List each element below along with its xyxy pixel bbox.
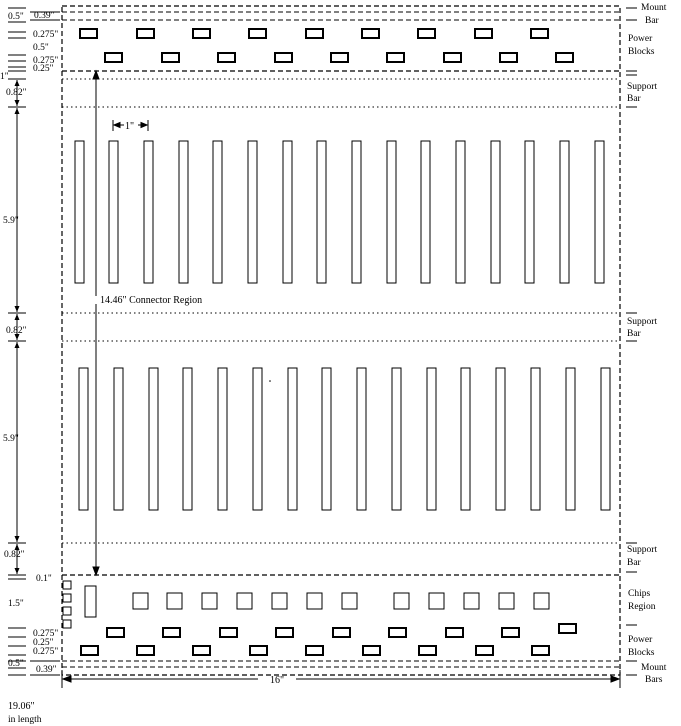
connector [357,368,366,510]
chip [499,593,514,609]
chip [534,593,549,609]
chip [307,593,322,609]
connector-region-dimension [93,71,99,575]
connector [179,141,188,283]
support3-label-2: Bar [627,558,641,568]
board-outline [62,6,620,675]
connector [114,368,123,510]
connector [387,141,396,283]
connector [566,368,575,510]
support1-label-1: Support [627,82,658,92]
power-block [502,628,519,637]
power-block [500,53,517,62]
support2-label-1: Support [627,317,658,327]
width-dimension [62,670,620,688]
power-block [387,53,404,62]
connector [218,368,227,510]
top-pb-gap1-dim: 0.275" [33,30,59,40]
power-block [333,628,350,637]
support-3-dim: 0.82" [4,550,25,560]
power-block [476,646,493,655]
bot-power-label-2: Blocks [628,648,655,658]
power-block [556,53,573,62]
power-block [306,646,323,655]
connector [144,141,153,283]
connector-row-2-dim: 5.9" [3,434,19,444]
connector-row-2 [79,368,610,510]
chips-label-2: Region [628,602,656,612]
top-power-blocks [80,29,573,62]
pitch-label: 1" [125,121,135,132]
width-label: 16" [270,675,285,686]
top-power-label-2: Blocks [628,47,655,57]
connector [352,141,361,283]
connector [427,368,436,510]
chips-region [63,581,549,628]
top-mount-dim: 0.5" [8,12,24,22]
power-block [137,646,154,655]
chip [429,593,444,609]
power-block [107,628,124,637]
power-block [362,29,379,38]
support2-label-2: Bar [627,329,641,339]
left-dimension-ticks [8,8,60,675]
power-block [306,29,323,38]
connector [595,141,604,283]
connector [213,141,222,283]
small-chip [63,581,71,589]
small-chip [63,607,71,615]
connector [496,368,505,510]
connector [248,141,257,283]
top-power-label-1: Power [628,34,653,44]
right-label-ticks [626,8,637,675]
power-block [249,29,266,38]
chip [237,593,252,609]
connector-row-1 [75,141,604,283]
connector [461,368,470,510]
bot-pb-gap1-dim: 0.275" [33,629,59,639]
connector [253,368,262,510]
power-block [446,628,463,637]
bot-power-label-1: Power [628,635,653,645]
power-block [389,628,406,637]
power-block [193,29,210,38]
top-mount-label-2: Bar [645,16,659,26]
power-block [532,646,549,655]
bot-pb-gap2-dim: 0.25" [33,638,54,648]
connector [322,368,331,510]
bot-mount-label-1: Mount [641,663,667,673]
power-block [559,624,576,633]
connector [183,368,192,510]
total-height-dim: 19.06" [8,701,35,712]
connector [560,141,569,283]
connector [79,368,88,510]
power-block [137,29,154,38]
power-block [162,53,179,62]
connector [456,141,465,283]
connector-region-label: 14.46" Connector Region [100,295,203,306]
power-block [81,646,98,655]
connector [288,368,297,510]
connector [601,368,610,510]
top-pb-gap2-dim: 0.275" [33,56,59,66]
chip [202,593,217,609]
small-chip [63,620,71,628]
total-height-note: in length [8,715,42,725]
support1-label-2: Bar [627,94,641,104]
support3-label-1: Support [627,545,658,555]
top-pb-mid-dim: 0.5" [33,43,49,53]
bot-mount-inner-dim: 0.39" [36,665,57,675]
top-mount-inner-dim: 0.39" [34,11,55,21]
connector [531,368,540,510]
power-block [475,29,492,38]
power-block [331,53,348,62]
power-block [418,29,435,38]
connector [392,368,401,510]
connector [109,141,118,283]
connector [283,141,292,283]
power-block [250,646,267,655]
power-block [80,29,97,38]
support-1-dim: 0.82" [6,88,27,98]
connector [75,141,84,283]
bot-mount-label-2: Bars [645,675,663,685]
power-block [220,628,237,637]
power-block [363,646,380,655]
chip [133,593,148,609]
connector-row-1-dim: 5.9" [3,216,19,226]
power-block [218,53,235,62]
power-block [531,29,548,38]
power-block [444,53,461,62]
chip [394,593,409,609]
support-2-dim: 0.82" [6,326,27,336]
power-block [276,628,293,637]
bottom-power-blocks [81,624,576,655]
bot-pb-gap3-dim: 0.275" [33,647,59,657]
power-block [163,628,180,637]
chips-gap-dim: 0.1" [36,574,52,584]
support-outer-dim: 1" [0,72,9,82]
connector [525,141,534,283]
power-block [193,646,210,655]
stray-dot [269,380,271,382]
tall-chip [85,586,96,617]
chips-label-1: Chips [628,589,651,599]
top-pb-gap3-dim: 0.25" [33,64,54,74]
chip [167,593,182,609]
power-block [105,53,122,62]
top-mount-label-1: Mount [641,3,667,13]
small-chip [63,594,71,602]
connector [421,141,430,283]
chips-height-dim: 1.5" [8,599,24,609]
chip [464,593,479,609]
bot-mount-dim: 0.5" [8,659,24,669]
connector [317,141,326,283]
power-block [419,646,436,655]
chip [272,593,287,609]
connector [149,368,158,510]
power-block [275,53,292,62]
connector [491,141,500,283]
chip [342,593,357,609]
